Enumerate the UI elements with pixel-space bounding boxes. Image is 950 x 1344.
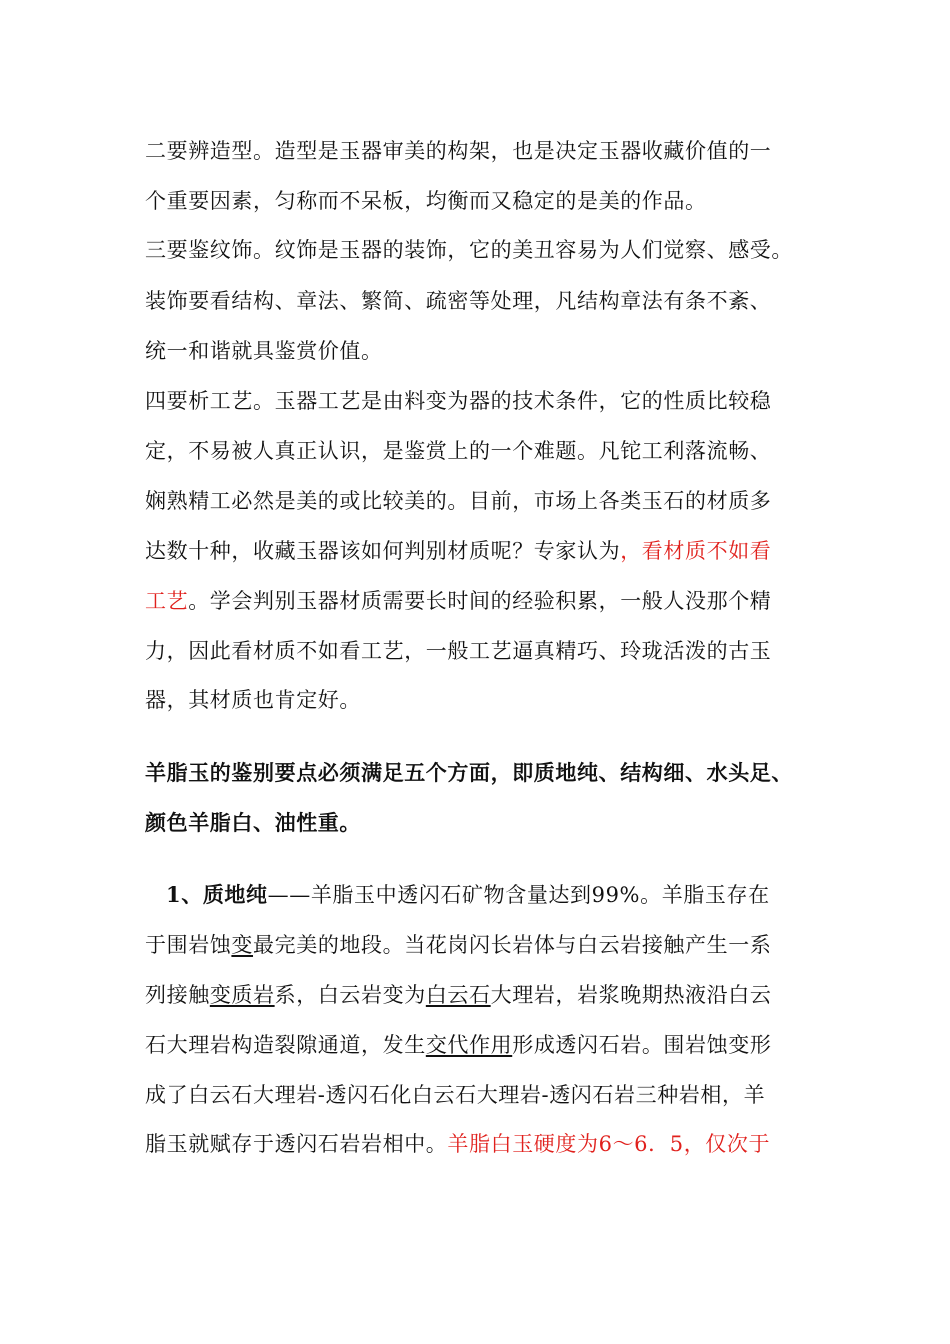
highlight-text: ，看材质不如看 — [620, 539, 772, 563]
para3-line2: 定，不易被人真正认识，是鉴赏上的一个难题。凡铊工利落流畅、 — [145, 439, 772, 463]
section1-number: 1、 — [166, 882, 203, 907]
para2-line3: 统一和谐就具鉴赏价值。 — [145, 339, 383, 363]
para3-line1: 四要析工艺。玉器工艺是由料变为器的技术条件，它的性质比较稳 — [145, 389, 772, 413]
underlined-term: 白云石 — [425, 983, 491, 1007]
para2-line1: 三要鉴纹饰。纹饰是玉器的装饰，它的美丑容易为人们觉察、感受。 — [145, 238, 793, 262]
section1-line5: 成了白云石大理岩-透闪石化白云石大理岩-透闪石岩三种岩相，羊 — [145, 1083, 766, 1107]
para3-line5-text: 。学会判别玉器材质需要长时间的经验积累，一般人没那个精 — [188, 589, 772, 613]
highlight-text: 工艺 — [145, 589, 189, 613]
para1-line1: 二要辨造型。造型是玉器审美的构架，也是决定玉器收藏价值的一 — [145, 139, 772, 163]
section1-line6-text: 脂玉就赋存于透闪石岩岩相中。 — [145, 1132, 448, 1156]
section1-line3-text-c: 大理岩，岩浆晚期热液沿白云 — [490, 983, 772, 1007]
section1-line3-text-b: 系，白云岩变为 — [274, 983, 426, 1007]
section1-line2-text: 于围岩蚀 — [145, 933, 232, 957]
section1-line2 — [145, 930, 771, 960]
para3-line6: 力，因此看材质不如看工艺，一般工艺逼真精巧、玲珑活泼的古玉 — [145, 639, 772, 663]
underlined-term: 交代作用 — [425, 1033, 513, 1057]
section1-line4-text-b: 形成透闪石岩。围岩蚀变形 — [512, 1033, 772, 1057]
underlined-term: 变 — [231, 933, 254, 957]
para3-line4-text: 达数十种，收藏玉器该如何判别材质呢？专家认为 — [145, 539, 621, 563]
section1-line6 — [145, 1129, 770, 1159]
para3-line3: 娴熟精工必然是美的或比较美的。目前，市场上各类玉石的材质多 — [145, 489, 772, 513]
para2-line2: 装饰要看结构、章法、繁简、疏密等处理，凡结构章法有条不紊、 — [145, 289, 772, 313]
section1-line4-text: 石大理岩构造裂隙通道，发生 — [145, 1033, 426, 1057]
underlined-term: 变质岩 — [209, 983, 275, 1007]
highlight-text: 羊脂白玉硬度为6～6．5，仅次于 — [447, 1132, 771, 1156]
section1-line4 — [145, 1030, 771, 1060]
section1-line3 — [145, 980, 771, 1010]
section-heading-line2: 颜色羊脂白、油性重。 — [145, 810, 361, 835]
section1-line1 — [166, 880, 770, 910]
section-heading-line1: 羊脂玉的鉴别要点必须满足五个方面，即质地纯、结构细、水头足、 — [145, 760, 793, 785]
section1-line3-text: 列接触 — [145, 983, 210, 1007]
para3-line5 — [145, 586, 771, 616]
para3-line7: 器，其材质也肯定好。 — [145, 688, 361, 712]
para1-line2: 个重要因素，匀称而不呆板，均衡而又稳定的是美的作品。 — [145, 189, 707, 213]
section1-line1-text: ——羊脂玉中透闪石矿物含量达到99%。羊脂玉存在 — [267, 883, 770, 907]
section1-title: 质地纯 — [202, 882, 268, 907]
section1-line2-text-b: 最完美的地段。当花岗闪长岩体与白云岩接触产生一系 — [253, 933, 772, 957]
para3-line4 — [145, 536, 771, 566]
